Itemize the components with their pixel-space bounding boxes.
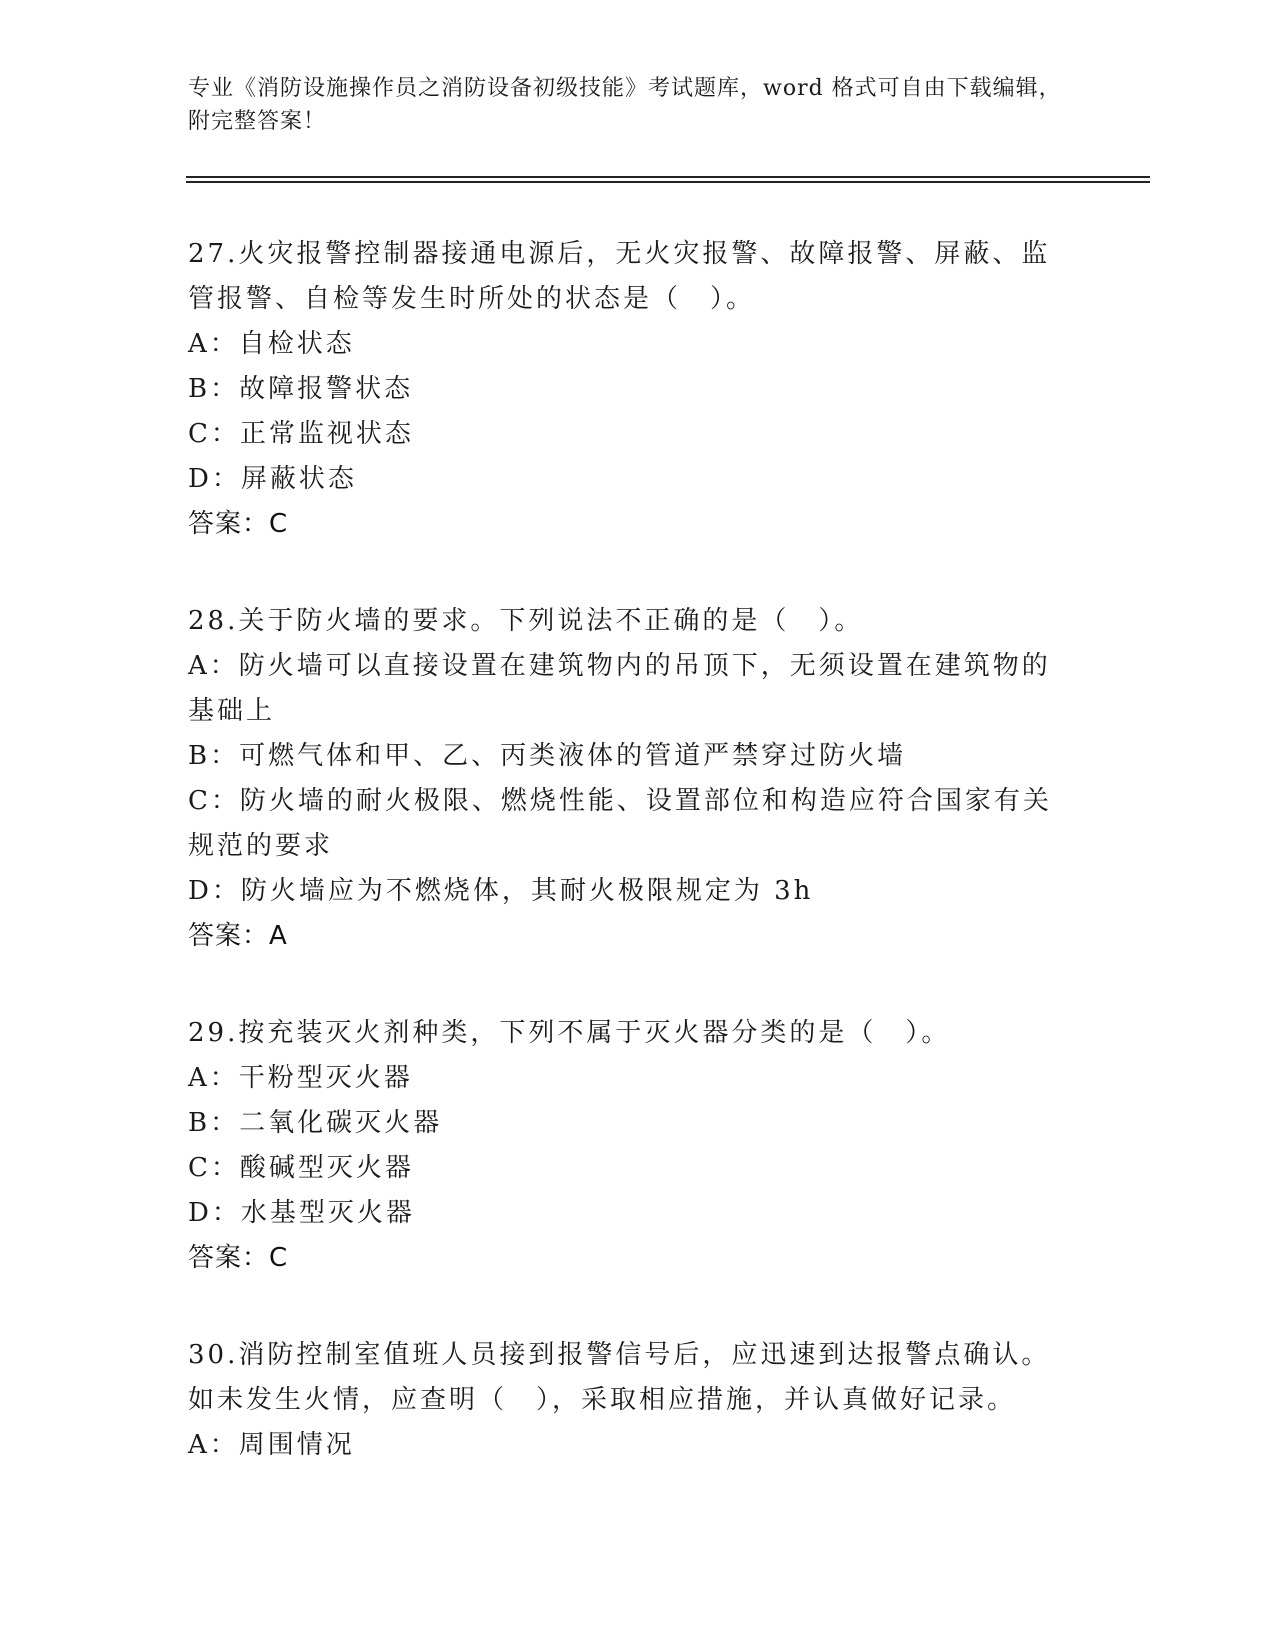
question-stem: 29.按充装灭火剂种类，下列不属于灭火器分类的是（ ）。 bbox=[188, 1018, 951, 1048]
header-divider-top bbox=[186, 176, 1150, 178]
option-d: D：水基型灭火器 bbox=[188, 1198, 415, 1228]
option-c: C：正常监视状态 bbox=[188, 419, 414, 449]
question-list bbox=[188, 232, 1068, 1520]
document-header: 专业《消防设施操作员之消防设备初级技能》考试题库，word 格式可自由下载编辑，附完整答案！ bbox=[188, 76, 1062, 134]
answer: 答案：A bbox=[188, 921, 288, 951]
option-a: A：防火墙可以直接设置在建筑物内的吊顶下，无须设置在建筑物的基础上 bbox=[188, 651, 1051, 726]
question-30 bbox=[188, 1333, 1068, 1468]
question-29 bbox=[188, 1011, 1068, 1281]
answer: 答案：C bbox=[188, 1243, 289, 1273]
question-stem: 28.关于防火墙的要求。下列说法不正确的是（ ）。 bbox=[188, 606, 864, 636]
option-c: C：防火墙的耐火极限、燃烧性能、设置部位和构造应符合国家有关规范的要求 bbox=[188, 786, 1052, 861]
option-a: A：自检状态 bbox=[188, 329, 355, 359]
question-stem: 30.消防控制室值班人员接到报警信号后，应迅速到达报警点确认。如未发生火情，应查明（ ），采取相应措施，并认真做好记录。 bbox=[188, 1340, 1051, 1415]
option-a: A：周围情况 bbox=[188, 1430, 355, 1460]
answer: 答案：C bbox=[188, 509, 289, 539]
question-28 bbox=[188, 599, 1068, 959]
option-d: D：屏蔽状态 bbox=[188, 464, 357, 494]
option-b: B：二氧化碳灭火器 bbox=[188, 1108, 443, 1138]
header-divider-bottom bbox=[186, 181, 1150, 183]
option-b: B：可燃气体和甲、乙、丙类液体的管道严禁穿过防火墙 bbox=[188, 741, 907, 771]
option-c: C：酸碱型灭火器 bbox=[188, 1153, 414, 1183]
option-d: D：防火墙应为不燃烧体，其耐火极限规定为 3h bbox=[188, 876, 814, 906]
option-a: A：干粉型灭火器 bbox=[188, 1063, 413, 1093]
question-stem: 27.火灾报警控制器接通电源后，无火灾报警、故障报警、屏蔽、监管报警、自检等发生时所处的状态是（ ）。 bbox=[188, 239, 1051, 314]
option-b: B：故障报警状态 bbox=[188, 374, 414, 404]
question-27 bbox=[188, 232, 1068, 547]
